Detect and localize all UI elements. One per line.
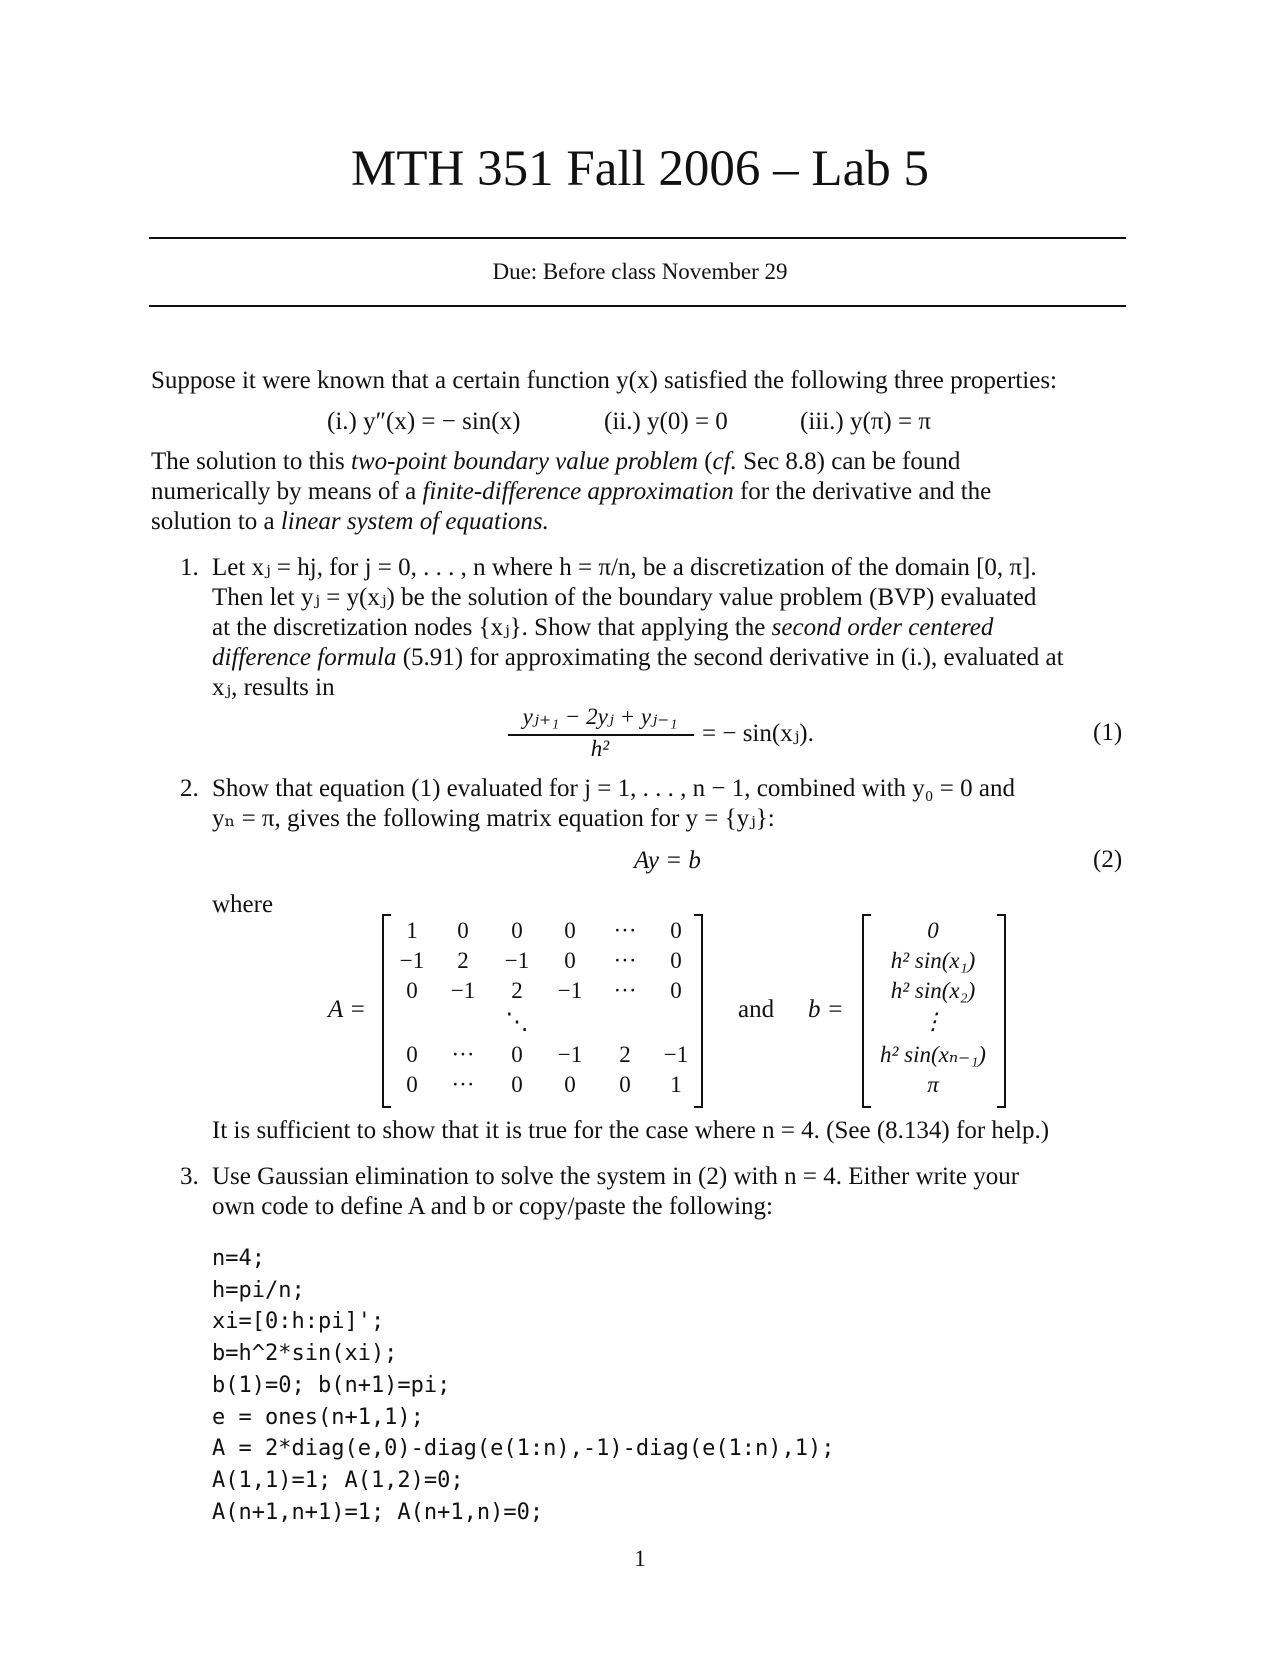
item-1-line-3: at the discretization nodes {xⱼ}. Show that applying the second order centered: [212, 614, 994, 641]
vector-b-cell: h² sin(xₙ₋₁): [880, 1042, 986, 1067]
header-rule-bottom: [149, 305, 1126, 307]
item-3-number: 3.: [180, 1163, 199, 1190]
item-2-line-1: Show that equation (1) evaluated for j = 1, . . . , n − 1, combined with y₀ = 0 and: [212, 775, 1015, 802]
code-line: b=h^2*sin(xi);: [212, 1341, 398, 1367]
page-number: 1: [634, 1546, 646, 1571]
eq2: Ay = b: [634, 847, 701, 874]
eq1-numerator: yⱼ₊₁ − 2yⱼ + yⱼ₋₁: [522, 704, 678, 729]
matrix-a-cell: 1: [670, 1072, 682, 1097]
matrix-a-cell: 2: [511, 978, 523, 1003]
code-line: b(1)=0; b(n+1)=pi;: [212, 1372, 451, 1398]
matrix-a-cell: −1: [504, 948, 530, 973]
matrix-a-cell: −1: [557, 978, 583, 1003]
matrix-a-cell: 0: [406, 1072, 418, 1097]
matrix-a-cell: −1: [450, 978, 476, 1003]
matrix-a-cell: 0: [564, 948, 576, 973]
due-date: Due: Before class November 29: [492, 259, 788, 284]
matrix-a-cell: 0: [457, 918, 469, 943]
matrix-a-cell: ···: [451, 1072, 475, 1097]
matrix-a-cell: −1: [557, 1042, 583, 1067]
property-i: (i.) y″(x) = − sin(x): [327, 408, 521, 435]
matrix-a-cell: 0: [406, 1042, 418, 1067]
eq1-rhs: = − sin(xⱼ).: [702, 720, 814, 747]
code-line: n=4;: [212, 1246, 265, 1271]
matrix-a-cell: 0: [619, 1072, 631, 1097]
matrix-a-cell: 0: [511, 1042, 523, 1067]
property-iii: (iii.) y(π) = π: [800, 408, 931, 435]
eq1-number: (1): [1093, 719, 1123, 746]
matrix-a-cell: 0: [564, 1072, 576, 1097]
matrix-a-cell: 0: [670, 918, 682, 943]
vector-b-label: b =: [808, 996, 844, 1023]
matrix-a-cell: 0: [511, 918, 523, 943]
matrix-a-cell: −1: [663, 1042, 689, 1067]
intro-para-line-1: The solution to this two-point boundary value problem (cf. Sec 8.8) can be found: [151, 448, 961, 475]
page-title: MTH 351 Fall 2006 – Lab 5: [351, 141, 929, 197]
vector-b-cell: h² sin(x₁): [890, 948, 976, 973]
matrix-a-cell: 2: [619, 1042, 631, 1067]
matrix-a-label: A =: [328, 996, 366, 1023]
matrix-a-cell: ···: [451, 1042, 475, 1067]
code-line: A = 2*diag(e,0)-diag(e(1:n),-1)-diag(e(1:n),1);: [212, 1436, 835, 1462]
where-label: where: [212, 891, 274, 918]
code-line: h=pi/n;: [212, 1277, 305, 1303]
vector-b-cell: h² sin(x₂): [890, 978, 976, 1003]
item-3-line-1: Use Gaussian elimination to solve the system in (2) with n = 4. Either write your: [212, 1163, 1020, 1190]
matrix-a-cell: 0: [511, 1072, 523, 1097]
item-1-line-1: Let xⱼ = hj, for j = 0, . . . , n where h = π/n, be a discretization of the domain [0, π].: [212, 554, 1037, 581]
item-1-line-2: Then let yⱼ = y(xⱼ) be the solution of the boundary value problem (BVP) evaluated: [212, 584, 1037, 611]
matrix-a-cell: ···: [613, 948, 637, 973]
vector-b-cell: ⋮: [921, 1009, 945, 1034]
item-2-footer: It is sufficient to show that it is true for the case where n = 4. (See (8.134) for help.): [212, 1117, 1050, 1144]
item-3-line-2: own code to define A and b or copy/paste the following:: [212, 1193, 773, 1220]
vector-b-cell: 0: [927, 918, 939, 943]
item-2-number: 2.: [180, 775, 199, 802]
property-ii: (ii.) y(0) = 0: [604, 408, 728, 435]
header-rule-top: [149, 237, 1126, 239]
matrix-a-cell: 0: [406, 978, 418, 1003]
and-label: and: [738, 996, 775, 1023]
code-line: xi=[0:h:pi]';: [212, 1309, 385, 1335]
matrix-a-cell: ···: [613, 918, 637, 943]
vector-b-cell: π: [927, 1072, 939, 1097]
matrix-a-cell: 0: [670, 948, 682, 973]
intro-para-line-2: numerically by means of a finite-difference approximation for the derivative and the: [151, 478, 992, 505]
matrix-a-cell: −1: [399, 948, 425, 973]
item-1-line-4: difference formula (5.91) for approximating the second derivative in (i.), evaluated at: [212, 644, 1064, 671]
matrix-a-cell: 0: [564, 918, 576, 943]
eq1-denominator: h²: [590, 736, 610, 761]
item-1-line-5: xⱼ, results in: [212, 674, 335, 701]
eq2-number: (2): [1093, 846, 1123, 873]
matrix-a-cell: ⋱: [505, 1009, 529, 1034]
item-2-line-2: yₙ = π, gives the following matrix equation for y = {yⱼ}:: [212, 805, 775, 832]
matrix-a-cell: ···: [613, 978, 637, 1003]
code-block: [212, 1243, 835, 1528]
code-line: A(n+1,n+1)=1; A(n+1,n)=0;: [212, 1499, 544, 1525]
intro-para-line-3: solution to a linear system of equations.: [151, 508, 549, 535]
vector-b-right-bracket: [997, 914, 1006, 1108]
code-line: A(1,1)=1; A(1,2)=0;: [212, 1467, 464, 1493]
item-1-number: 1.: [180, 554, 199, 581]
matrix-a-cell: 2: [457, 948, 469, 973]
code-line: e = ones(n+1,1);: [212, 1404, 424, 1430]
matrix-a-cell: 1: [406, 918, 418, 943]
intro-line-1: Suppose it were known that a certain function y(x) satisfied the following three properties:: [151, 367, 1057, 394]
matrix-a-cell: 0: [670, 978, 682, 1003]
